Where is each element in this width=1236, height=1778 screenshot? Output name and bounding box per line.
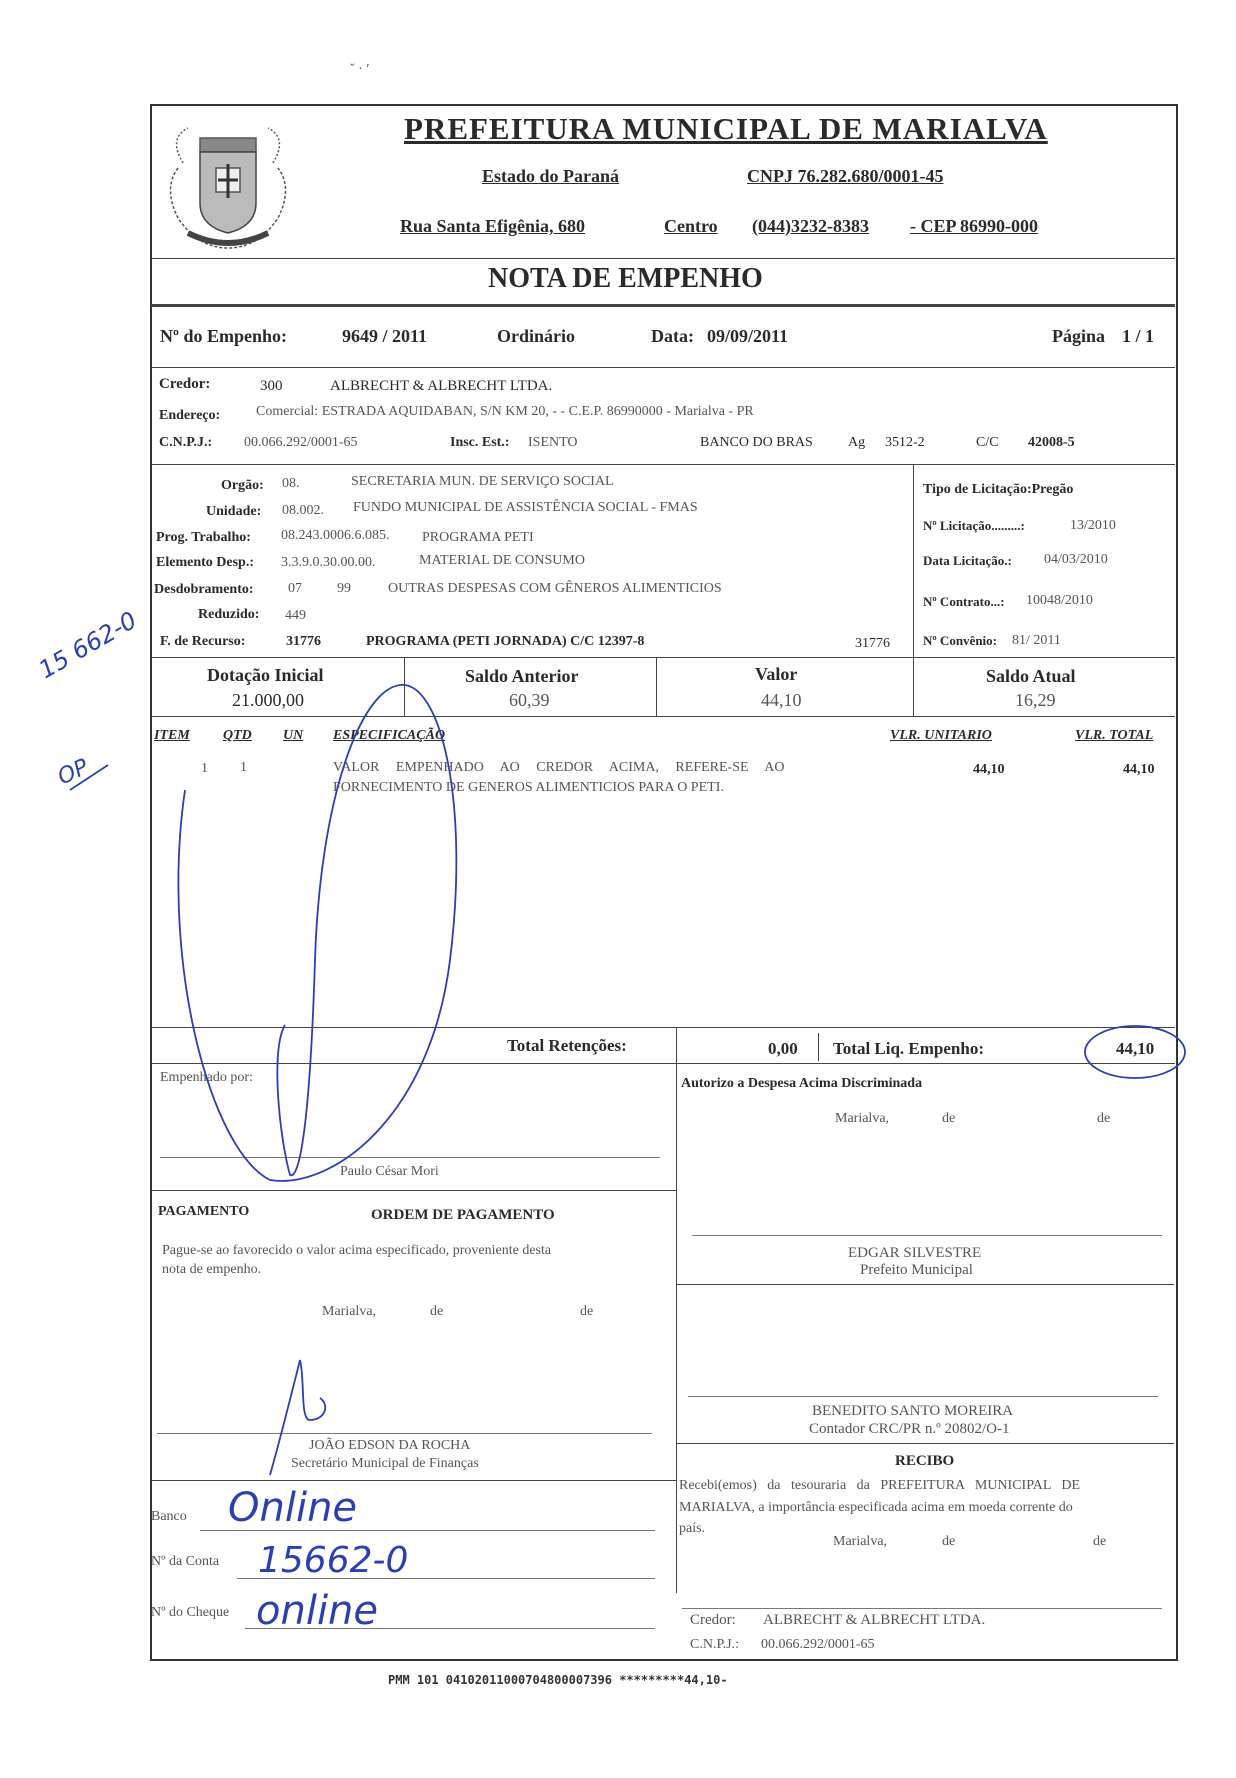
elemento-label: Elemento Desp.: <box>156 555 254 570</box>
scan-marks: ˇ · ′ <box>350 62 370 77</box>
phone: (044)3232-8383 <box>752 216 869 236</box>
col-item: ITEM <box>154 728 190 743</box>
recibo-de: de <box>1093 1534 1107 1549</box>
pagamento-text-1: Pague-se ao favorecido o valor acima especificado, proveniente desta <box>162 1243 552 1258</box>
cc-label: C/C <box>976 435 999 450</box>
empenho-date: 09/09/2011 <box>707 326 789 346</box>
recibo-text-3: país. <box>679 1521 706 1536</box>
prog-label: Prog. Trabalho: <box>156 530 251 545</box>
cep: - CEP 86990-000 <box>910 216 1038 236</box>
footer-code: PMM 101 04102011000704800007396 *********44,10- <box>388 1673 728 1687</box>
handwritten-conta: 15662-0 <box>258 1540 409 1581</box>
convenio-num: 81/ 2011 <box>1012 633 1061 648</box>
recibo-label: RECIBO <box>895 1453 955 1469</box>
prog-code: 08.243.0006.6.085. <box>281 528 390 543</box>
handwritten-cheque: online <box>256 1588 379 1634</box>
handwritten-margin-note: 15 662-0 <box>34 606 142 685</box>
saldo-anterior-label: Saldo Anterior <box>465 666 579 686</box>
credor-address: Comercial: ESTRADA AQUIDABAN, S/N KM 20, - - C.E.P. 86990000 - Marialva - PR <box>256 404 754 419</box>
fonte-name: PROGRAMA (PETI JORNADA) C/C 12397-8 <box>366 634 645 649</box>
autorizo-de: de <box>942 1111 956 1126</box>
elemento-code: 3.3.9.0.30.00.00. <box>281 555 376 570</box>
orgao-label: Orgão: <box>221 478 264 493</box>
desdobramento-code: 07 <box>288 581 302 596</box>
empenhado-label: Empenhado por: <box>160 1070 253 1085</box>
conta-label: Nº da Conta <box>151 1554 220 1569</box>
empenho-number-label: Nº do Empenho: <box>160 326 287 346</box>
item-qtd: 1 <box>240 760 247 775</box>
item-desc-line1: VALOR EMPENHADO AO CREDOR ACIMA, REFERE-SE AO <box>333 760 785 775</box>
contrato-num: 10048/2010 <box>1026 593 1093 608</box>
state-label: Estado do Paraná <box>482 166 620 186</box>
banco-label: Banco <box>151 1509 187 1524</box>
elemento-name: MATERIAL DE CONSUMO <box>419 553 585 568</box>
contador-title: Contador CRC/PR n.º 20802/O-1 <box>809 1421 1010 1437</box>
saldo-atual-label: Saldo Atual <box>986 666 1076 686</box>
recibo-text-2: MARIALVA, a importância especificada acima em moeda corrente do <box>679 1500 1073 1515</box>
orgao-name: SECRETARIA MUN. DE SERVIÇO SOCIAL <box>351 474 614 489</box>
divider <box>818 1033 819 1061</box>
autorizo-city: Marialva, <box>835 1111 890 1126</box>
page-label: Página <box>1052 326 1106 346</box>
ag-label: Ag <box>848 435 866 450</box>
contrato-label: Nº Contrato...: <box>923 594 1005 609</box>
item-desc-line2: FORNECIMENTO DE GENEROS ALIMENTICIOS PARA O PETI. <box>333 780 724 795</box>
reduzido-value: 449 <box>285 608 306 623</box>
cheque-label: Nº do Cheque <box>151 1605 230 1620</box>
divider <box>404 657 405 716</box>
credor-code: 300 <box>260 378 283 394</box>
fonte-code-2: 31776 <box>855 636 890 651</box>
dotacao-label: Dotação Inicial <box>207 665 324 685</box>
prefeito-title: Prefeito Municipal <box>860 1262 973 1278</box>
divider <box>151 367 1175 368</box>
desdobramento-name: OUTRAS DESPESAS COM GÊNEROS ALIMENTICIOS <box>388 581 722 596</box>
doc-title: NOTA DE EMPENHO <box>488 263 763 294</box>
fonte-code: 31776 <box>286 634 321 649</box>
licitacao-tipo: Tipo de Licitação:Pregão <box>923 482 1074 497</box>
cnpj-label: C.N.P.J.: <box>159 435 213 450</box>
convenio-label: Nº Convênio: <box>923 633 997 648</box>
col-vlr-total: VLR. TOTAL <box>1075 728 1154 743</box>
pagamento-de: de <box>580 1304 594 1319</box>
insc-label: Insc. Est.: <box>450 435 510 450</box>
pagamento-label: PAGAMENTO <box>158 1204 250 1219</box>
liquido-value: 44,10 <box>1116 1039 1155 1058</box>
empenhado-name: Paulo César Mori <box>340 1164 439 1179</box>
signature-line <box>160 1157 660 1158</box>
empenho-date-label: Data: <box>651 326 694 346</box>
empenho-number: 9649 / 2011 <box>342 326 428 346</box>
valor-label: Valor <box>755 664 798 684</box>
unidade-code: 08.002. <box>282 503 324 518</box>
signature-line <box>682 1608 1162 1609</box>
credor-label: Credor: <box>159 376 211 392</box>
credor-cnpj: 00.066.292/0001-65 <box>244 435 358 450</box>
address-label: Endereço: <box>159 408 221 423</box>
item-number: 1 <box>201 761 208 776</box>
signature-line <box>692 1235 1162 1236</box>
recibo-cnpj: 00.066.292/0001-65 <box>761 1637 875 1652</box>
divider <box>151 304 1175 307</box>
empenho-type: Ordinário <box>497 326 576 346</box>
address-street: Rua Santa Efigênia, 680 <box>400 216 586 236</box>
desdobramento-label: Desdobramento: <box>154 582 254 597</box>
recibo-credor-label: Credor: <box>690 1612 736 1628</box>
contador-name: BENEDITO SANTO MOREIRA <box>812 1403 1014 1419</box>
col-qtd: QTD <box>223 728 252 743</box>
reduzido-label: Reduzido: <box>198 607 260 622</box>
secretario-name: JOÃO EDSON DA ROCHA <box>309 1438 471 1453</box>
page-number: 1 / 1 <box>1122 326 1155 346</box>
prefeito-name: EDGAR SILVESTRE <box>848 1245 982 1261</box>
credor-bank: BANCO DO BRAS <box>700 435 813 450</box>
divider <box>676 1027 677 1593</box>
address-district: Centro <box>664 216 718 236</box>
dotacao-value: 21.000,00 <box>232 690 304 710</box>
divider <box>151 1027 1175 1028</box>
recibo-text-1: Recebi(emos) da tesouraria da PREFEITURA MUNICIPAL DE <box>679 1478 1081 1493</box>
credor-account: 42008-5 <box>1028 435 1075 450</box>
licitacao-num-label: Nº Licitação.........: <box>923 518 1025 533</box>
divider <box>151 716 1175 717</box>
divider <box>151 1480 677 1481</box>
credor-insc: ISENTO <box>528 435 578 450</box>
page-title: PREFEITURA MUNICIPAL DE MARIALVA <box>404 111 1048 146</box>
pagamento-city: Marialva, <box>322 1304 377 1319</box>
credor-name: ALBRECHT & ALBRECHT LTDA. <box>330 378 553 394</box>
saldo-atual-value: 16,29 <box>1015 690 1056 710</box>
unidade-label: Unidade: <box>206 504 262 519</box>
retencoes-value: 0,00 <box>768 1039 798 1058</box>
handwritten-banco: Online <box>228 1485 358 1531</box>
pagamento-de: de <box>430 1304 444 1319</box>
divider <box>151 258 1175 259</box>
col-vlr-unitario: VLR. UNITARIO <box>890 728 992 743</box>
desdobramento-code: 99 <box>337 581 351 596</box>
orgao-code: 08. <box>282 476 300 491</box>
divider <box>151 657 1175 658</box>
divider <box>913 657 914 716</box>
recibo-cnpj-label: C.N.P.J.: <box>690 1637 740 1652</box>
divider <box>913 464 914 657</box>
cnpj-header: CNPJ 76.282.680/0001-45 <box>747 166 944 186</box>
credor-agency: 3512-2 <box>885 435 925 450</box>
signature-line <box>157 1433 652 1434</box>
divider <box>151 1063 1175 1064</box>
municipal-crest-icon <box>158 108 298 258</box>
liquido-label: Total Liq. Empenho: <box>833 1039 984 1058</box>
unidade-name: FUNDO MUNICIPAL DE ASSISTÊNCIA SOCIAL - FMAS <box>353 500 698 515</box>
col-especificacao: ESPECIFICAÇÃO <box>333 728 446 743</box>
autorizo-de: de <box>1097 1111 1111 1126</box>
item-vlr-total: 44,10 <box>1123 762 1155 777</box>
divider <box>676 1443 1174 1444</box>
divider <box>151 1190 677 1191</box>
prog-name: PROGRAMA PETI <box>422 530 534 545</box>
valor-value: 44,10 <box>761 690 802 710</box>
licitacao-data: 04/03/2010 <box>1044 552 1108 567</box>
item-vlr-unitario: 44,10 <box>973 762 1005 777</box>
retencoes-label: Total Retenções: <box>507 1036 627 1055</box>
secretario-title: Secretário Municipal de Finanças <box>291 1456 479 1471</box>
divider <box>656 657 657 716</box>
ordem-label: ORDEM DE PAGAMENTO <box>371 1207 555 1223</box>
divider <box>676 1284 1174 1285</box>
col-un: UN <box>283 728 304 743</box>
recibo-city: Marialva, <box>833 1534 888 1549</box>
saldo-anterior-value: 60,39 <box>509 690 550 710</box>
licitacao-data-label: Data Licitação.: <box>923 553 1012 568</box>
fonte-label: F. de Recurso: <box>160 634 246 649</box>
divider <box>151 464 1175 465</box>
signature-line <box>688 1396 1158 1397</box>
handwritten-initials: OP <box>54 754 93 791</box>
licitacao-num: 13/2010 <box>1070 518 1116 533</box>
pagamento-text-2: nota de empenho. <box>162 1262 262 1277</box>
autorizo-label: Autorizo a Despesa Acima Discriminada <box>681 1076 923 1091</box>
recibo-de: de <box>942 1534 956 1549</box>
recibo-credor: ALBRECHT & ALBRECHT LTDA. <box>763 1612 986 1628</box>
